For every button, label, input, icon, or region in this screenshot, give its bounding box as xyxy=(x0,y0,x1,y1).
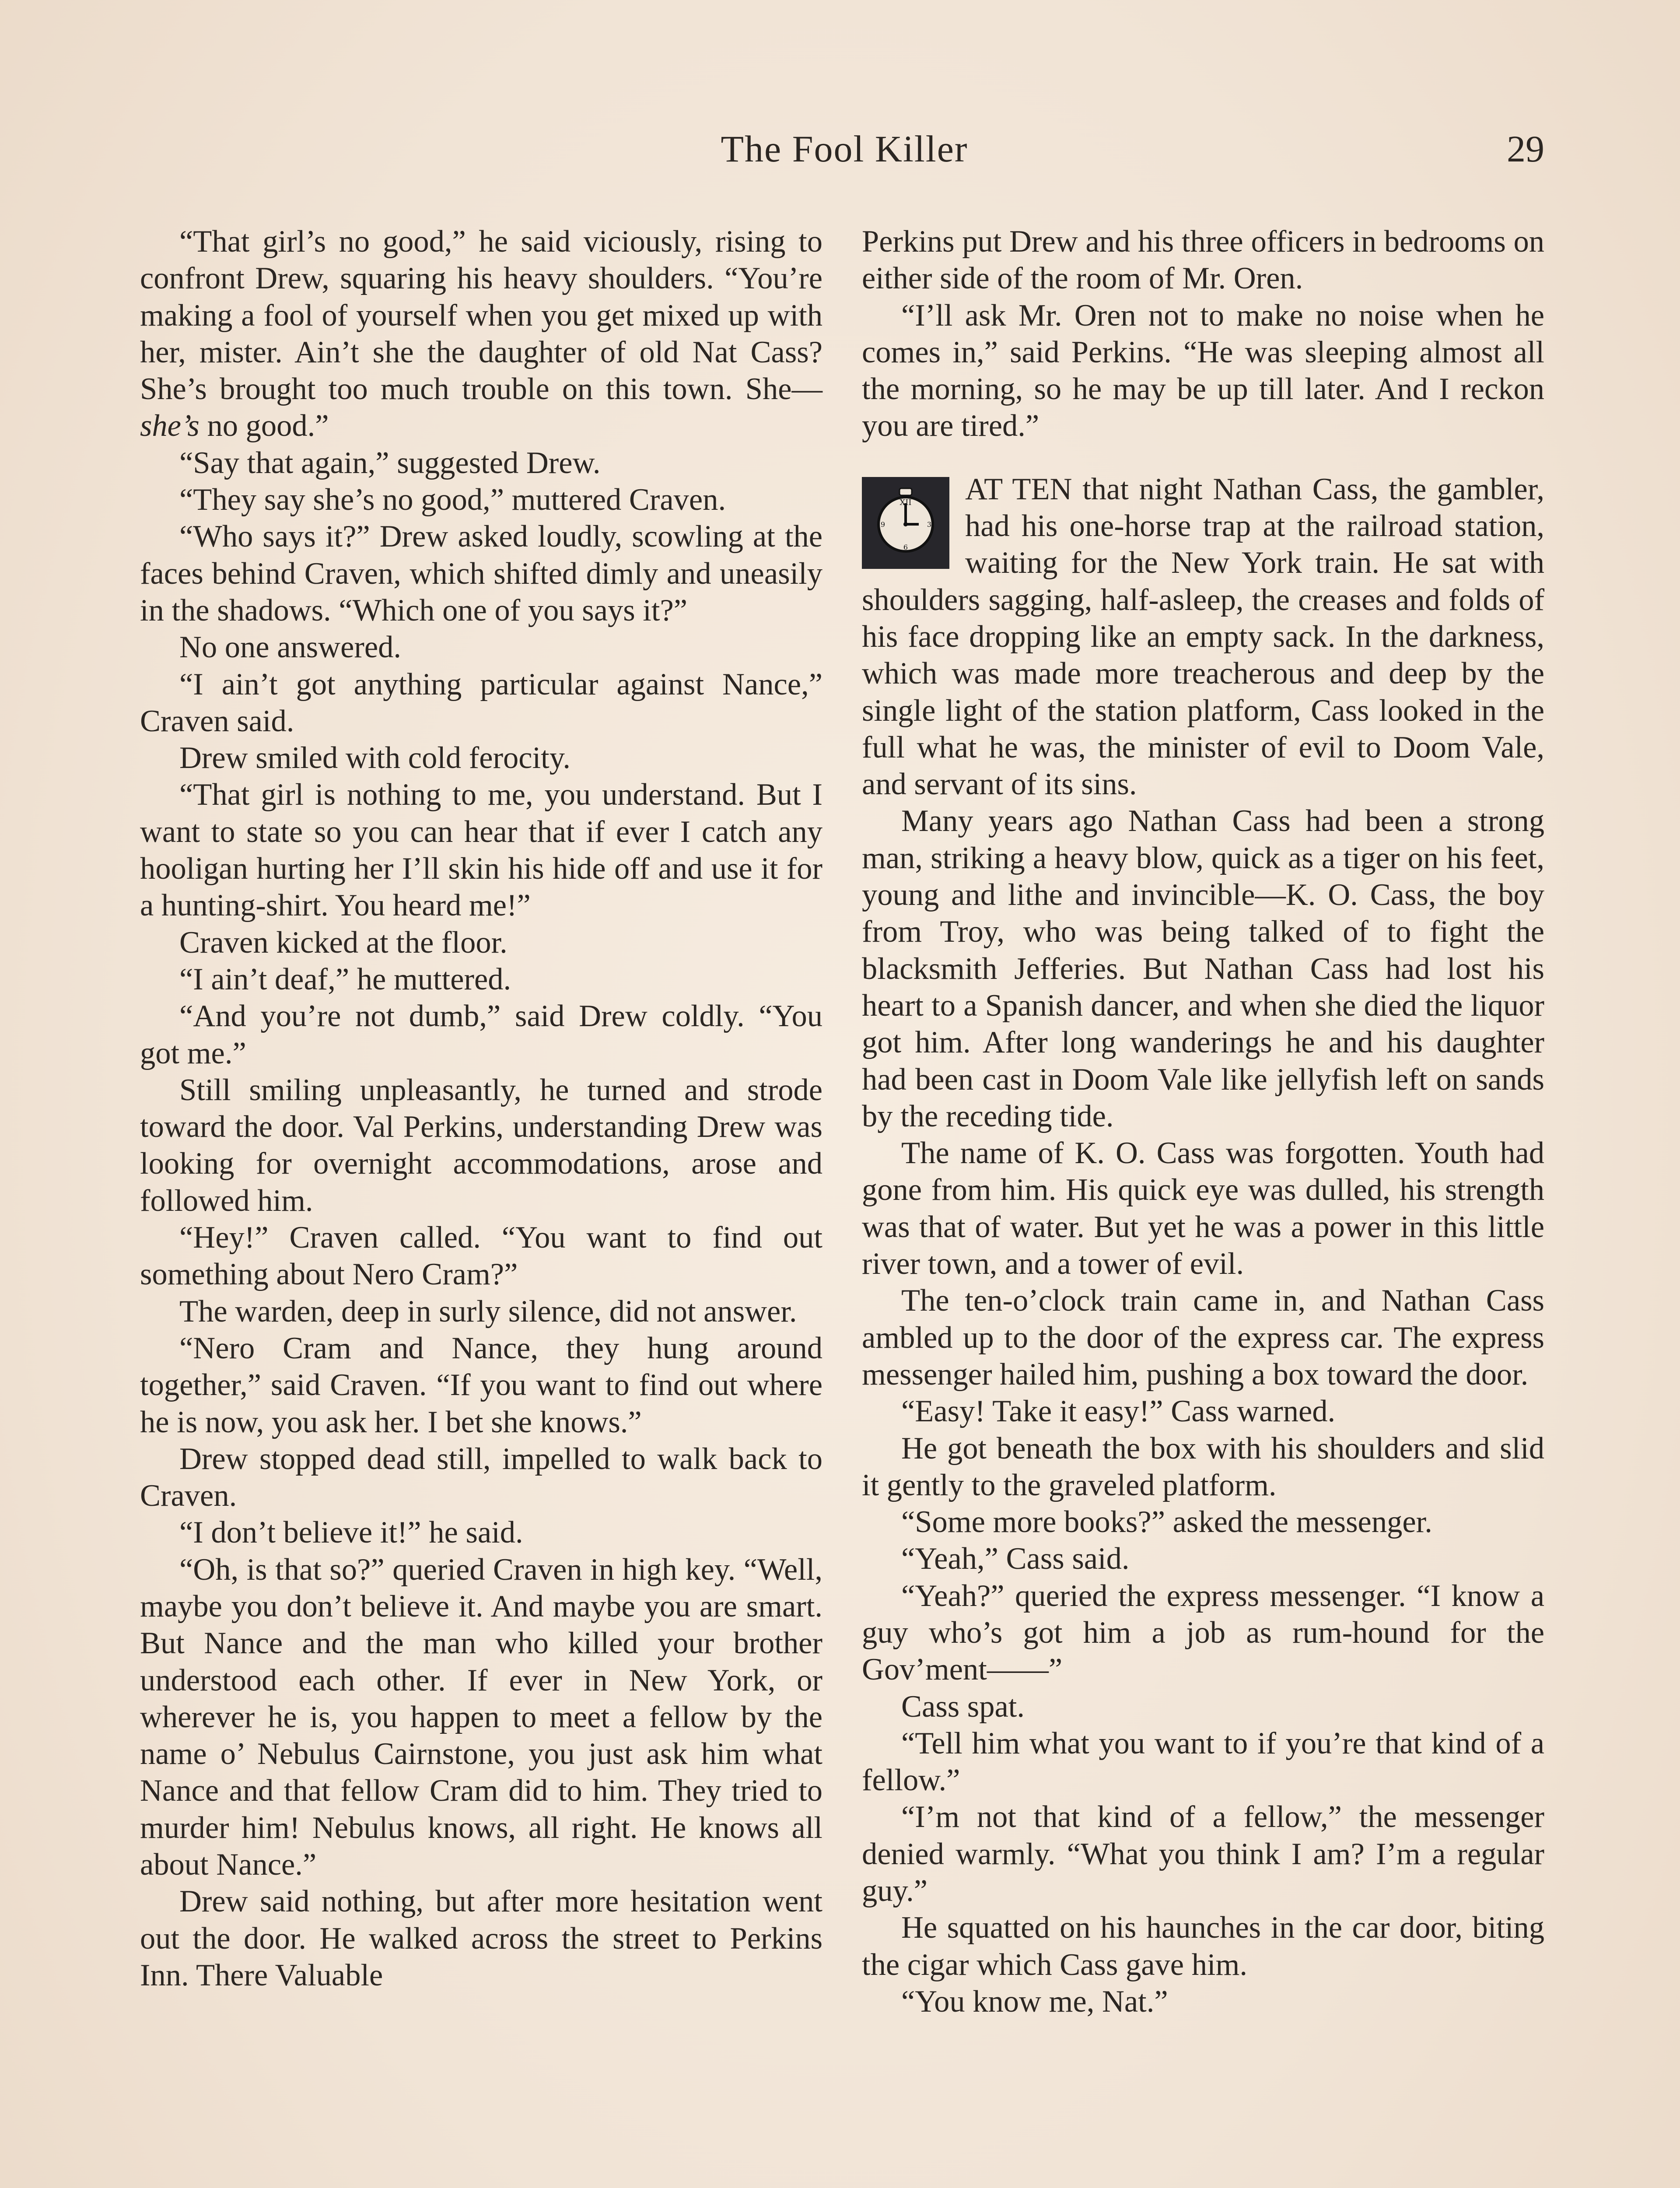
paragraph: Many years ago Nathan Cass had been a strong man, striking a heavy blow, quick as a tiger on his feet, young and lithe and invincible—K. O. Cass, the boy from Troy, who was being talked of to fight the blacksmith Jefferies. But Nathan Cass had lost his heart to a Spanish dancer, and when she died the liquor got him. After long wanderings he and his daughter had been cast in Doom Vale like jellyfish left on sands by the receding tide. xyxy=(862,804,1544,1133)
paragraph: “Some more books?” asked the messenger. xyxy=(901,1505,1432,1539)
paragraph: Craven kicked at the floor. xyxy=(179,925,508,960)
paragraph: No one answered. xyxy=(179,630,402,665)
running-title: The Fool Killer xyxy=(721,128,968,170)
section-opening-text: AT TEN that night Nathan Cass, the gambler, had his one-horse trap at the railroad station, waiting for the New York train. He sat with shoulders sagging, half-asleep, the creases and folds of his face dropping like an empty sack. In the darkness, which was made more treacherous and deep by the single light of the station platform, Cass looked in the full what he was, the minister of evil to Doom Vale, and servant of its sins. xyxy=(862,472,1544,802)
paragraph: The name of K. O. Cass was forgotten. Youth had gone from him. His quick eye was dulled, his strength was that of water. But yet he was a power in this little river town, and a tower of evil. xyxy=(862,1136,1544,1281)
paragraph: “Who says it?” Drew asked loudly, scowling at the faces behind Craven, which shifted dimly and uneasily in the shadows. “Which one of you says it?” xyxy=(140,519,822,628)
paragraph: “And you’re not dumb,” said Drew coldly. “You got me.” xyxy=(140,999,822,1070)
paragraph: “They say she’s no good,” muttered Craven. xyxy=(179,483,726,517)
paragraph: “Oh, is that so?” queried Craven in high key. “Well, maybe you don’t believe it. And maybe you are smart. But Nance and the man who killed your brother understood each other. If ever in New York, or wherever he is, you happen to meet a fellow by the name o’ Nebulus Cairnstone, you just ask him what Nance and that fellow Cram did to him. They tried to murder him! Nebulus knows, all right. He knows all about Nance.” xyxy=(140,1552,822,1882)
paragraph: “I’m not that kind of a fellow,” the messenger denied warmly. “What you think I am? I’m a regular guy.” xyxy=(862,1800,1544,1908)
paragraph: “That girl is nothing to me, you understand. But I want to state so you can hear that if ever I catch any hooligan hurting her I’ll skin his hide off and use it for a hunting-shirt. You heard me!” xyxy=(140,778,822,923)
paragraph: “Yeah,” Cass said. xyxy=(901,1542,1130,1576)
paragraph: “Yeah?” queried the express messenger. “I know a guy who’s got him a job as rum-hound for the Gov’ment——” xyxy=(862,1578,1544,1687)
svg-text:9: 9 xyxy=(880,520,886,529)
page-header xyxy=(140,127,1549,188)
paragraph: The warden, deep in surly silence, did not answer. xyxy=(179,1294,797,1329)
paragraph: “You know me, Nat.” xyxy=(901,1984,1168,2019)
page-number: 29 xyxy=(1507,128,1544,170)
paragraph: “Say that again,” suggested Drew. xyxy=(179,445,601,480)
paragraph: He squatted on his haunches in the car door, biting the cigar which Cass gave him. xyxy=(862,1911,1544,1982)
paragraph: Still smiling unpleasantly, he turned and strode toward the door. Val Perkins, understanding Drew was looking for overnight accommodations, arose and followed him. xyxy=(140,1073,822,1218)
paragraph: “I ain’t got anything particular against Nance,” Craven said. xyxy=(140,667,822,738)
paragraph: “Tell him what you want to if you’re that kind of a fellow.” xyxy=(862,1726,1544,1798)
paragraph: Cass spat. xyxy=(901,1689,1025,1724)
paragraph: “Hey!” Craven called. “You want to find out something about Nero Cram?” xyxy=(140,1220,822,1292)
svg-text:6: 6 xyxy=(903,543,908,551)
svg-text:XII: XII xyxy=(900,498,912,507)
left-column xyxy=(140,223,822,1994)
paragraph: “That girl’s no good,” he said viciously, rising to confront Drew, squaring his heavy shoulders. “You’re making a fool of yourself when you get mixed up with her, mister. Ain’t she the daughter of old Nat Cass? She’s brought too much trouble on this town. She—she’s no good.” xyxy=(140,224,822,443)
svg-text:3: 3 xyxy=(927,520,932,529)
paragraph: “I ain’t deaf,” he muttered. xyxy=(179,962,511,996)
clock-icon xyxy=(862,477,949,569)
paragraph: “Easy! Take it easy!” Cass warned. xyxy=(901,1394,1336,1429)
paragraph: Perkins put Drew and his three officers in bedrooms on either side of the room of Mr. Oren. xyxy=(862,224,1544,296)
paragraph: “I’ll ask Mr. Oren not to make no noise when he comes in,” said Perkins. “He was sleeping almost all the morning, so he may be up till later. And I reckon you are tired.” xyxy=(862,298,1544,443)
paragraph: “Nero Cram and Nance, they hung around together,” said Craven. “If you want to find out where he is now, you ask her. I bet she knows.” xyxy=(140,1331,822,1439)
right-column xyxy=(862,223,1544,2020)
paragraph: The ten-o’clock train came in, and Nathan Cass ambled up to the door of the express car. The express messenger hailed him, pushing a box toward the door. xyxy=(862,1283,1544,1392)
paragraph: He got beneath the box with his shoulders and slid it gently to the graveled platform. xyxy=(862,1431,1544,1502)
paragraph: Drew said nothing, but after more hesitation went out the door. He walked across the street to Perkins Inn. There Valuable xyxy=(140,1884,822,1992)
paragraph: “I don’t believe it!” he said. xyxy=(179,1515,523,1550)
section-opening xyxy=(862,471,1544,803)
paragraph: Drew smiled with cold ferocity. xyxy=(179,741,571,775)
paragraph: Drew stopped dead still, impelled to walk back to Craven. xyxy=(140,1441,822,1513)
